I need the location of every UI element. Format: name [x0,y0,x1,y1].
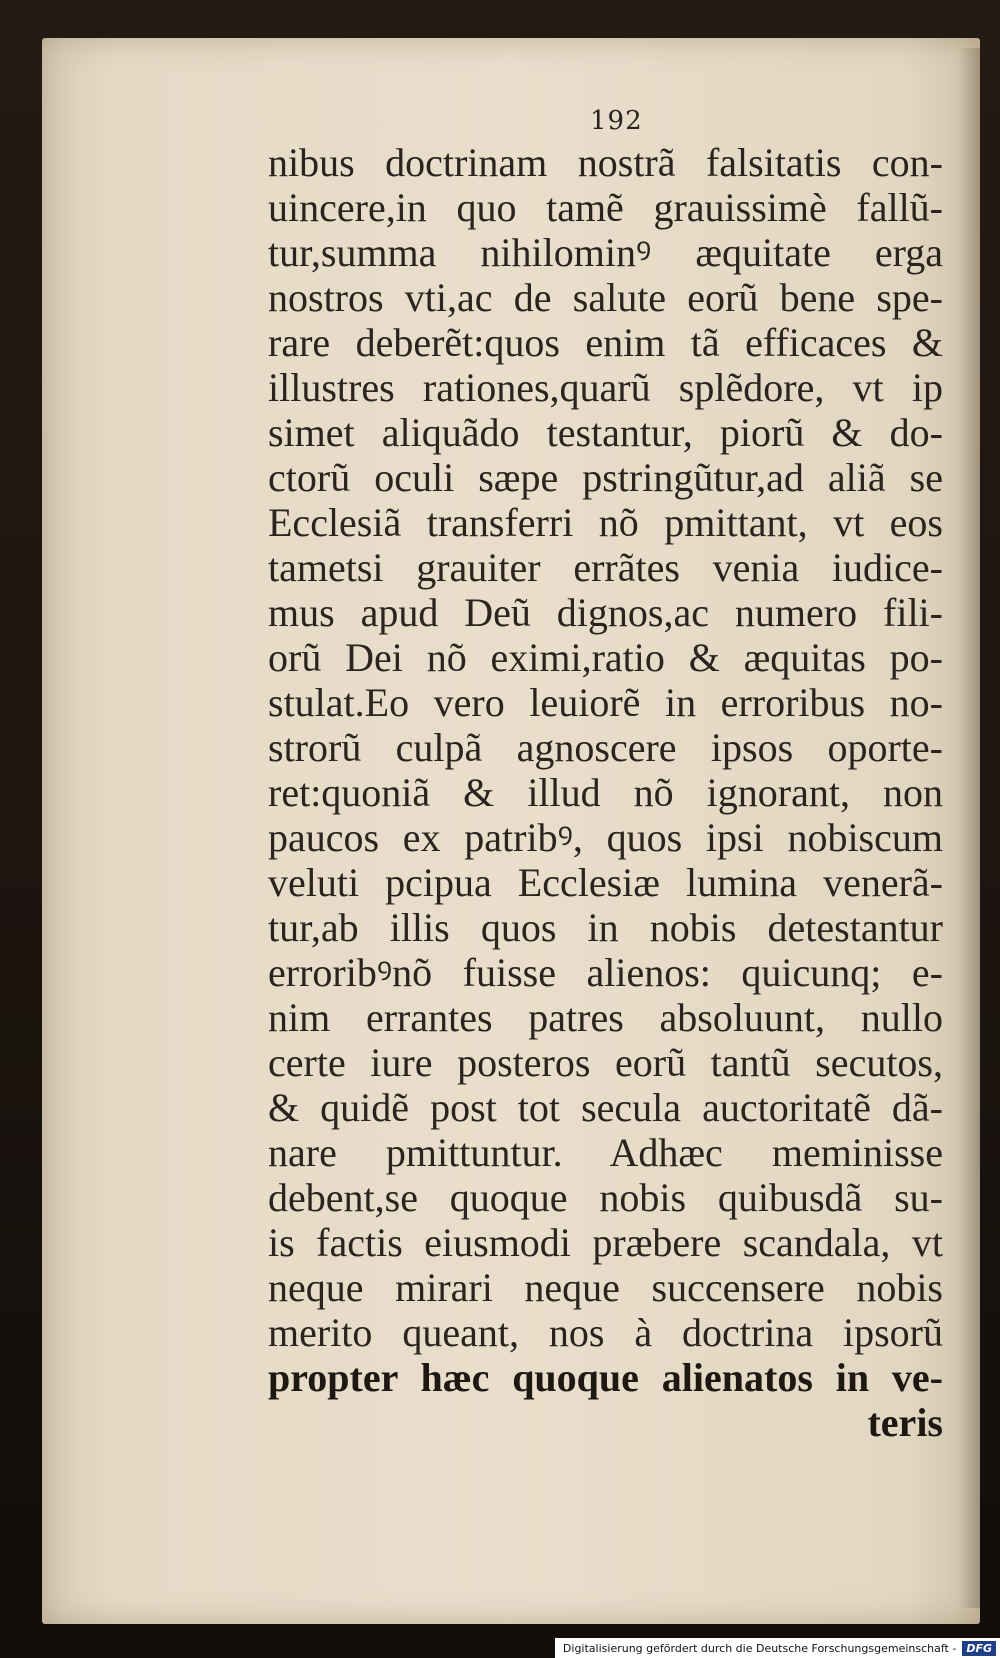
text-line: simet aliquãdo testantur, piorũ & do- [268,410,943,455]
text-line: tur,summa nihilominꝰ æquitate erga [268,230,943,275]
text-line: nostros vti,ac de salute eorũ bene spe- [268,275,943,320]
catchword: teris [867,1400,943,1445]
text-line: is factis eiusmodi præbere scandala, vt [268,1220,943,1265]
text-line: paucos ex patribꝰ, quos ipsi nobiscum [268,815,943,860]
text-line: stulat.Eo vero leuiorẽ in erroribus no- [268,680,943,725]
text-line: tur,ab illis quos in nobis detestantur [268,905,943,950]
text-line: & quidẽ post tot secula auctoritatẽ dã- [268,1085,943,1130]
text-line: certe iure posteros eorũ tantũ secutos, [268,1040,943,1085]
text-line: Ecclesiã transferri nõ pmittant, vt eos [268,500,943,545]
text-line: ctorũ oculi sæpe pstringũtur,ad aliã se [268,455,943,500]
text-line: tametsi grauiter errãtes venia iudice- [268,545,943,590]
text-line: propter hæc quoque alienatos in ve- [268,1355,943,1400]
text-line: orũ Dei nõ eximi,ratio & æquitas po- [268,635,943,680]
text-line: strorũ culpã agnoscere ipsos oporte- [268,725,943,770]
text-line: merito queant, nos à doctrina ipsorũ [268,1310,943,1355]
text-line: illustres rationes,quarũ splẽdore, vt ip [268,365,943,410]
text-block [268,140,943,1445]
text-line: nim errantes patres absoluunt, nullo [268,995,943,1040]
page-number: 192 [590,106,643,136]
text-line: uincere,in quo tamẽ grauissimè fallũ- [268,185,943,230]
text-line: rare deberẽt:quos enim tã efficaces & [268,320,943,365]
text-line: nibus doctrinam nostrã falsitatis con- [268,140,943,185]
text-line: debent,se quoque nobis quibusdã su- [268,1175,943,1220]
page-edge-shadow [958,48,980,1608]
text-line: nare pmittuntur. Adhæc meminisse [268,1130,943,1175]
credit-text: Digitalisierung gefördert durch die Deutsche Forschungsgemeinschaft - [562,1641,957,1655]
text-line: neque mirari neque succensere nobis [268,1265,943,1310]
text-line: veluti pcipua Ecclesiæ lumina venerã- [268,860,943,905]
digitization-credit [555,1638,1000,1658]
text-line: erroribꝰnõ fuisse alienos: quicunq; e- [268,950,943,995]
dfg-logo: DFG [962,1641,996,1656]
text-line: ret:quoniã & illud nõ ignorant, non [268,770,943,815]
text-line: mus apud Deũ dignos,ac numero fili- [268,590,943,635]
